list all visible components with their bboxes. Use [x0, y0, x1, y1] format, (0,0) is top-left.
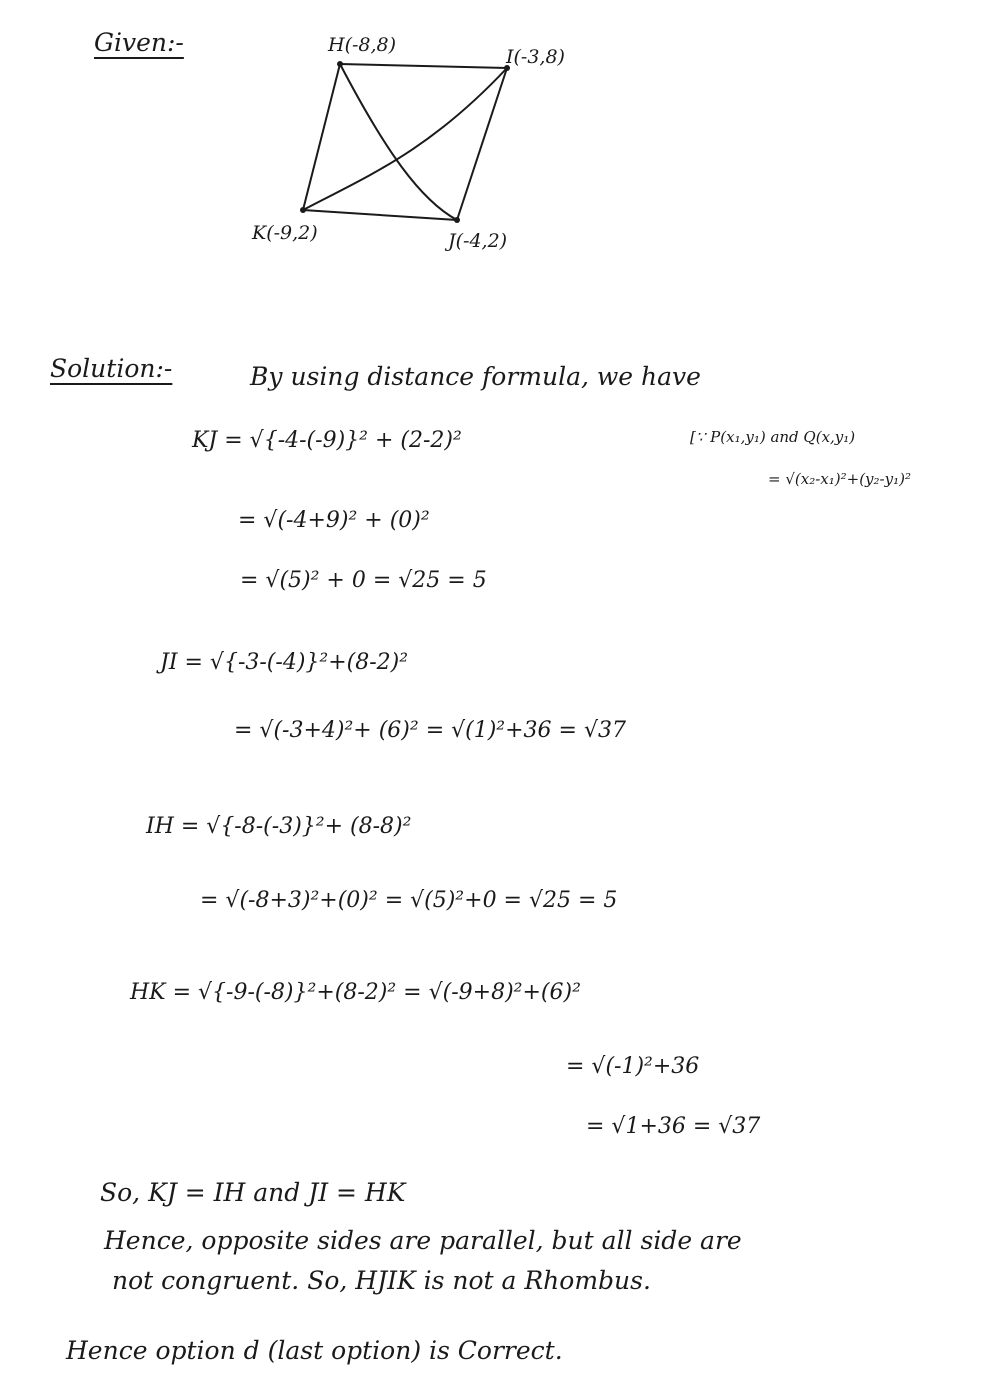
solution-intro: By using distance formula, we have	[250, 362, 701, 391]
hence-line1: Hence, opposite sides are parallel, but all side are	[104, 1226, 742, 1255]
vertex-h	[337, 61, 343, 67]
side-hi	[340, 64, 507, 68]
solution-heading: Solution:-	[50, 354, 173, 383]
so-line: So, KJ = IH and JI = HK	[100, 1178, 406, 1207]
hk-line3: = √1+36 = √37	[586, 1114, 761, 1139]
vertex-k	[300, 207, 306, 213]
label-k: K(-9,2)	[252, 222, 318, 244]
side-ij	[457, 68, 507, 220]
label-j: J(-4,2)	[448, 230, 508, 252]
hk-line1: HK = √{-9-(-8)}²+(8-2)² = √(-9+8)²+(6)²	[130, 980, 581, 1005]
vertex-j	[454, 217, 460, 223]
hk-line2: = √(-1)²+36	[566, 1054, 700, 1079]
kj-line3: = √(5)² + 0 = √25 = 5	[240, 568, 487, 593]
ih-line2: = √(-8+3)²+(0)² = √(5)²+0 = √25 = 5	[200, 888, 618, 913]
side-jk	[303, 210, 457, 220]
label-i: I(-3,8)	[506, 46, 565, 68]
kj-line2: = √(-4+9)² + (0)²	[238, 508, 430, 533]
hence-line2: not congruent. So, HJIK is not a Rhombus.	[112, 1266, 651, 1295]
ji-line2: = √(-3+4)²+ (6)² = √(1)²+36 = √37	[234, 718, 626, 743]
kj-line1: KJ = √{-4-(-9)}² + (2-2)²	[192, 428, 462, 453]
ji-line1: JI = √{-3-(-4)}²+(8-2)²	[160, 650, 409, 675]
given-heading: Given:-	[94, 28, 184, 57]
label-h: H(-8,8)	[328, 34, 397, 56]
final-answer: Hence option d (last option) is Correct.	[66, 1336, 563, 1365]
side-kh	[303, 64, 340, 210]
formula-note-line1: [∵ P(x₁,y₁) and Q(x,y₁)	[690, 428, 856, 446]
formula-note-line2: = √(x₂-x₁)²+(y₂-y₁)²	[768, 470, 911, 488]
diagonal-hj	[340, 64, 457, 220]
ih-line1: IH = √{-8-(-3)}²+ (8-8)²	[146, 814, 412, 839]
